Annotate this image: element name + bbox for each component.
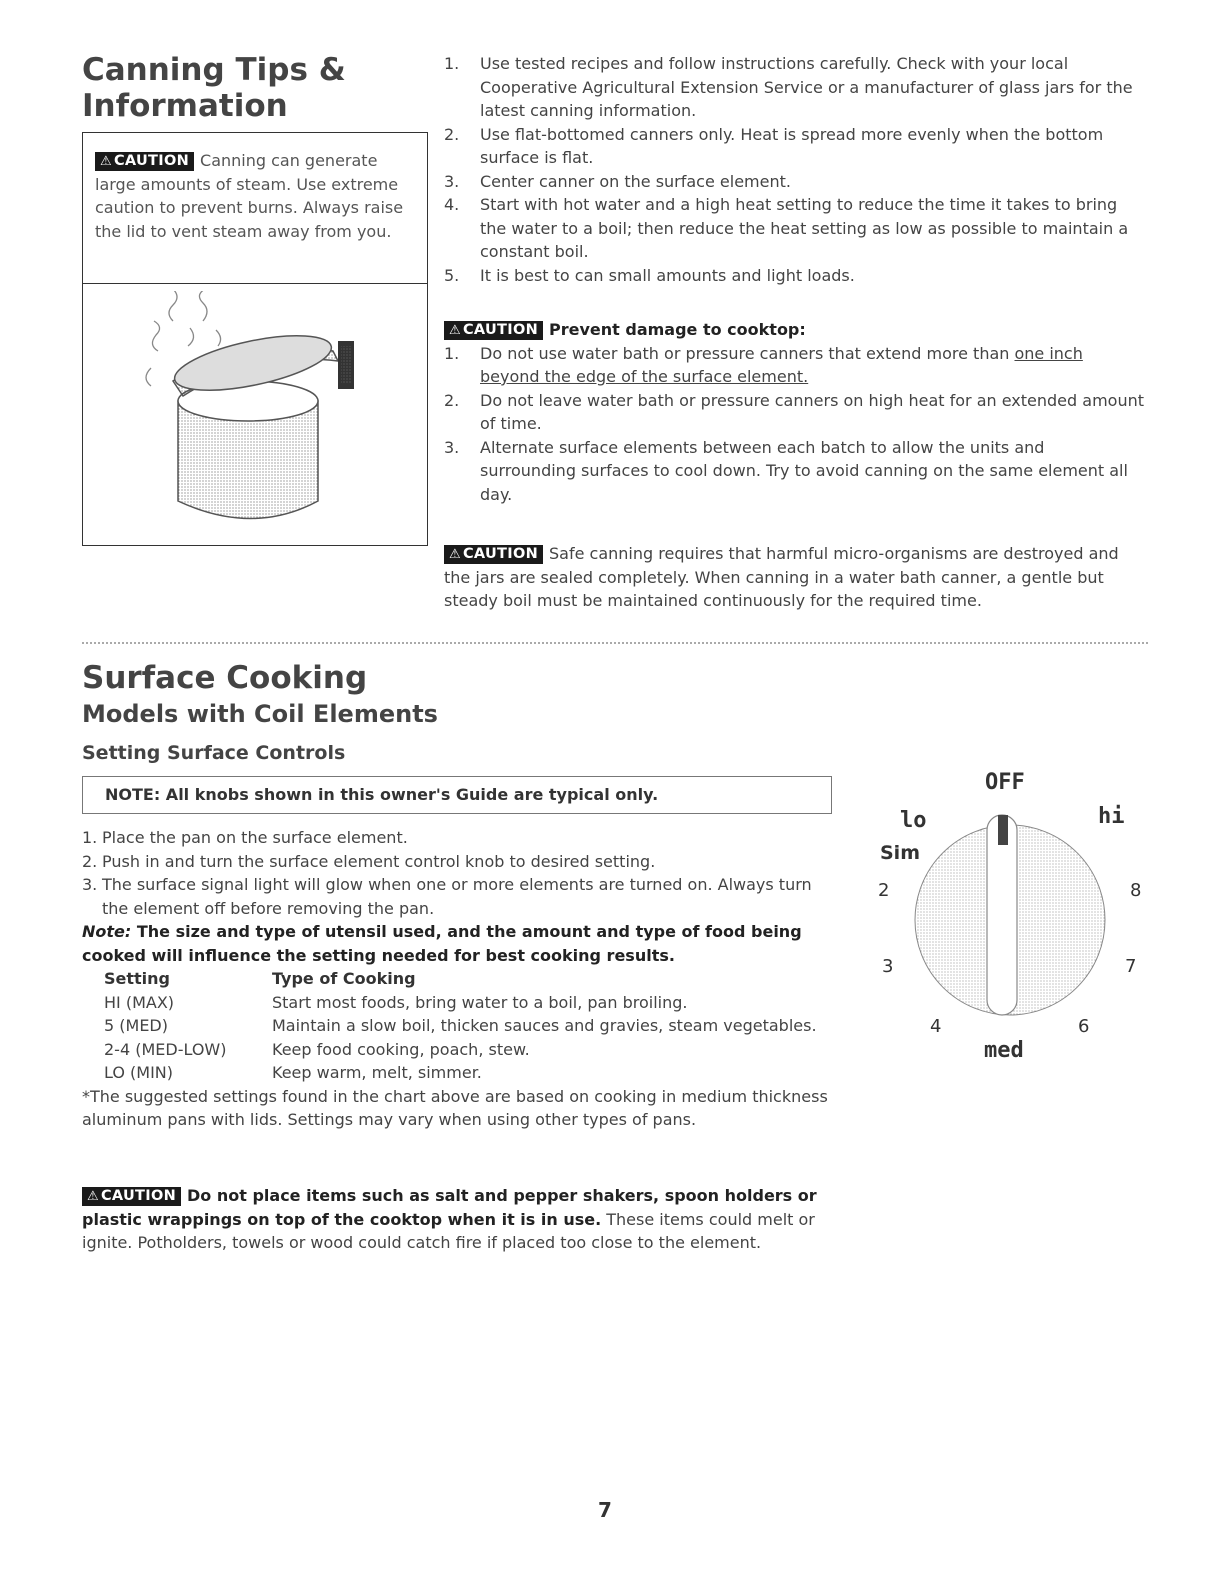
tip-item — [444, 52, 1144, 123]
damage-caution-heading: Prevent damage to cooktop: — [549, 320, 806, 339]
box-divider — [83, 283, 427, 284]
damage-num: 1. — [444, 343, 460, 363]
dial-label-sim: Sim — [880, 842, 920, 864]
caution-label: CAUTION — [462, 322, 539, 338]
caution-badge — [95, 152, 194, 171]
surface-steps — [82, 826, 842, 1132]
footnote: *The suggested settings found in the chart above are based on cooking in medium thickness aluminum pans with lids. Settings may vary when using other types of pans. — [82, 1086, 828, 1129]
damage-num: 2. — [444, 390, 460, 410]
caution-badge — [444, 545, 543, 564]
tip-text: Center canner on the surface element. — [480, 171, 791, 191]
bottom-caution-text: These items could melt or ignite. Potholders, towels or wood could catch fire if placed too close to the element. — [82, 1209, 815, 1252]
surface-step — [82, 850, 842, 874]
tip-num: 4. — [444, 195, 460, 214]
tip-item — [444, 264, 1144, 288]
caution-label: CAUTION — [113, 153, 190, 169]
settings-table — [104, 967, 834, 1085]
surface-step — [82, 873, 842, 920]
tip-num: 3. — [444, 171, 460, 191]
step-num: 1. — [82, 828, 98, 847]
table-cell-setting: 5 (MED) — [104, 1016, 168, 1035]
caution-label: CAUTION — [100, 1188, 177, 1204]
canning-title-line2: Information — [82, 88, 288, 124]
caution-badge — [82, 1187, 181, 1206]
dial-label-7: 7 — [1125, 956, 1137, 977]
damage-item — [444, 436, 1144, 507]
surface-cooking-title: Surface Cooking — [82, 660, 368, 696]
tip-text: Use flat-bottomed canners only. Heat is spread more evenly when the bottom surface is flat. — [480, 124, 1104, 167]
dial-label-3: 3 — [882, 956, 894, 977]
step-text: Push in and turn the surface element control knob to desired setting. — [102, 851, 656, 871]
caution-badge — [444, 321, 543, 340]
tip-text: It is best to can small amounts and light loads. — [480, 265, 855, 285]
step-num: 2. — [82, 851, 98, 871]
caution-label: CAUTION — [462, 546, 539, 562]
dial-label-8: 8 — [1130, 880, 1142, 901]
table-cell-type: Maintain a slow boil, thicken sauces and gravies, steam vegetables. — [272, 1016, 817, 1035]
note-text: NOTE: All knobs shown in this owner's Guide are typical only. — [105, 785, 659, 804]
table-cell-type: Keep warm, melt, simmer. — [272, 1063, 482, 1082]
dial-label-hi: hi — [1098, 804, 1125, 829]
table-header-setting: Setting — [104, 969, 170, 988]
dial-label-off: OFF — [985, 770, 1025, 795]
warning-triangle-icon: ⚠ — [449, 323, 461, 338]
note2-prefix: Note: — [82, 922, 132, 941]
tip-item — [444, 193, 1144, 264]
section-divider — [82, 642, 1148, 644]
canner-illustration — [133, 291, 383, 541]
tip-num: 2. — [444, 124, 460, 144]
damage-item — [444, 342, 1144, 389]
tip-num: 5. — [444, 265, 460, 285]
table-header-type: Type of Cooking — [272, 969, 416, 988]
damage-text: Do not leave water bath or pressure canners on high heat for an extended amount of time. — [480, 390, 1144, 433]
canning-caution-text-block — [83, 133, 427, 251]
warning-triangle-icon: ⚠ — [87, 1189, 99, 1204]
damage-item — [444, 389, 1144, 436]
dial-label-med: med — [984, 1038, 1024, 1063]
damage-ol — [444, 342, 1144, 507]
table-cell-setting: HI (MAX) — [104, 992, 175, 1012]
table-row — [104, 1038, 834, 1062]
tip-item — [444, 170, 1144, 194]
table-cell-setting: LO (MIN) — [104, 1063, 173, 1082]
damage-text: Alternate surface elements between each batch to allow the units and surrounding surfaces to cool down. Try to avoid canning on the same element all day. — [480, 437, 1128, 504]
table-cell-type: Keep food cooking, poach, stew. — [272, 1039, 530, 1059]
tip-text: Use tested recipes and follow instructions carefully. Check with your local Cooperative Agricultural Extension Service or a manufacturer of glass jars for the latest canning information. — [480, 54, 1133, 120]
safe-canning-caution — [444, 542, 1144, 613]
damage-num: 3. — [444, 437, 460, 457]
warning-triangle-icon: ⚠ — [449, 547, 461, 562]
tips-ol — [444, 52, 1144, 287]
step-text: Place the pan on the surface element. — [102, 828, 408, 847]
canning-tips-list — [444, 52, 1144, 287]
step-num: 3. — [82, 875, 98, 894]
damage-text: Do not use water bath or pressure canners that extend more than — [480, 343, 1015, 363]
dial-label-6: 6 — [1078, 1016, 1090, 1037]
knob-diagram — [860, 770, 1160, 1070]
step-text: The surface signal light will glow when one or more elements are turned on. Always turn the element off before removing the pan. — [102, 875, 812, 918]
tip-num: 1. — [444, 54, 460, 73]
note2-text: The size and type of utensil used, and the amount and type of food being cooked will influence the setting needed for best cooking results. — [82, 922, 802, 965]
dial-label-4: 4 — [930, 1016, 942, 1037]
surface-steps-ol — [82, 826, 842, 920]
bottom-caution-bold: Do not place items such as salt and pepper shakers, spoon holders or plastic wrappings on top of the cooktop when it is in use. — [82, 1186, 817, 1229]
note-box — [82, 776, 832, 814]
table-row — [104, 1014, 834, 1038]
table-row — [104, 1061, 834, 1085]
safe-caution-text: Safe canning requires that harmful micro-organisms are destroyed and the jars are sealed completely. When canning in a water bath canner, a gentle but steady boil must be maintained continuously for the required time. — [444, 544, 1119, 610]
tip-text: Start with hot water and a high heat setting to reduce the time it takes to bring the water to a boil; then reduce the heat setting as low as possible to maintain a constant boil. — [480, 195, 1129, 261]
canning-title — [82, 52, 346, 124]
surface-step — [82, 826, 842, 850]
canning-title-line1: Canning Tips & — [82, 52, 346, 88]
dial-label-lo: lo — [900, 808, 927, 833]
warning-triangle-icon: ⚠ — [100, 154, 112, 169]
table-cell-type: Start most foods, bring water to a boil, pan broiling. — [272, 992, 688, 1012]
surface-cooking-subtitle: Models with Coil Elements — [82, 700, 438, 728]
bottom-caution — [82, 1184, 842, 1255]
damage-caution-heading-row — [444, 318, 1144, 342]
damage-underline-text: one inch beyond the edge of the surface element. — [480, 343, 1083, 386]
table-cell-setting: 2-4 (MED-LOW) — [104, 1039, 227, 1059]
damage-caution — [444, 318, 1144, 506]
page-number: 7 — [598, 1498, 612, 1522]
tip-item — [444, 123, 1144, 170]
note2 — [82, 920, 842, 967]
dial-label-2: 2 — [878, 880, 890, 901]
table-row — [104, 991, 834, 1015]
canning-caution-box — [82, 132, 428, 546]
canning-caution-text: Canning can generate large amounts of steam. Use extreme caution to prevent burns. Always raise the lid to vent steam away from you. — [95, 151, 404, 241]
table-header-row — [104, 967, 834, 991]
setting-controls-heading: Setting Surface Controls — [82, 742, 346, 764]
